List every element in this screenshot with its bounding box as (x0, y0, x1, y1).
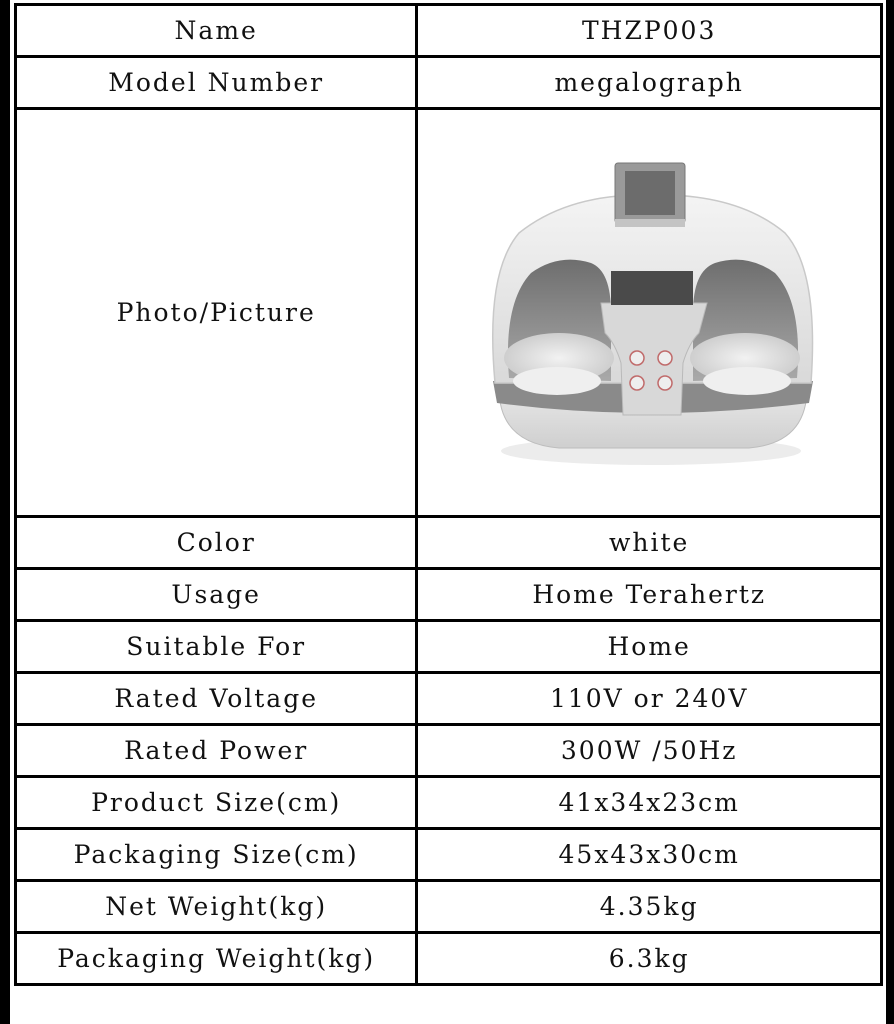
table-row (16, 5, 882, 57)
label-packaging-size: Packaging Size(cm) (16, 829, 417, 881)
table-row (16, 725, 882, 777)
value-packaging-size: 45x43x30cm (417, 829, 882, 881)
label-rated-power: Rated Power (16, 725, 417, 777)
label-net-weight: Net Weight(kg) (16, 881, 417, 933)
table-row (16, 933, 882, 985)
value-suitable-for: Home (417, 621, 882, 673)
label-rated-voltage: Rated Voltage (16, 673, 417, 725)
label-photo: Photo/Picture (16, 109, 417, 517)
label-packaging-weight: Packaging Weight(kg) (16, 933, 417, 985)
table-row (16, 621, 882, 673)
label-usage: Usage (16, 569, 417, 621)
label-color: Color (16, 517, 417, 569)
document-page (10, 0, 886, 1024)
product-photo-cell (417, 109, 882, 517)
table-row (16, 829, 882, 881)
value-color: white (417, 517, 882, 569)
table-row (16, 673, 882, 725)
value-product-size: 41x34x23cm (417, 777, 882, 829)
foot-massager-image (479, 153, 819, 473)
value-model-number: megalograph (417, 57, 882, 109)
table-row (16, 569, 882, 621)
table-row-photo (16, 109, 882, 517)
label-suitable-for: Suitable For (16, 621, 417, 673)
table-row (16, 57, 882, 109)
value-rated-power: 300W /50Hz (417, 725, 882, 777)
spec-table (14, 3, 883, 986)
value-rated-voltage: 110V or 240V (417, 673, 882, 725)
value-usage: Home Terahertz (417, 569, 882, 621)
table-row (16, 881, 882, 933)
label-product-size: Product Size(cm) (16, 777, 417, 829)
label-name: Name (16, 5, 417, 57)
label-model-number: Model Number (16, 57, 417, 109)
value-name: THZP003 (417, 5, 882, 57)
table-row (16, 777, 882, 829)
value-packaging-weight: 6.3kg (417, 933, 882, 985)
table-row (16, 517, 882, 569)
value-net-weight: 4.35kg (417, 881, 882, 933)
